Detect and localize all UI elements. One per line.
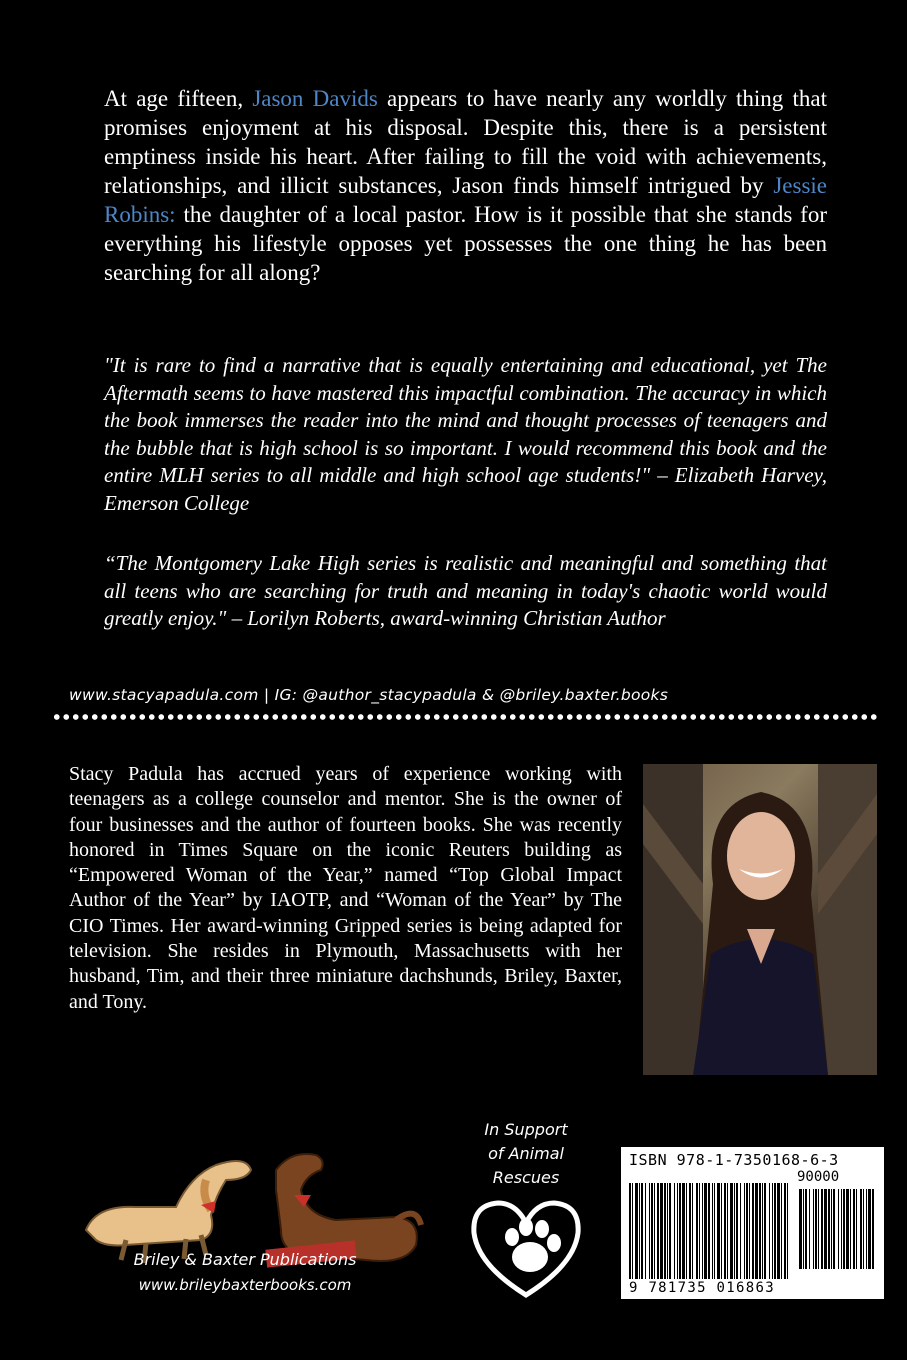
barcode-bar [629, 1183, 631, 1279]
barcode-bar [777, 1183, 780, 1279]
barcode-bar [667, 1183, 668, 1279]
barcode-bar [649, 1183, 650, 1279]
barcode-bar [784, 1183, 786, 1279]
blurb-text-2: appears to have nearly any worldly thing that promises enjoyment at his disposal. Despite this, there is a persistent emptiness inside his heart. After failing to fill the void with achievements, relationships, and illicit substances, Jason finds himself intrigued by [104, 86, 827, 198]
price-barcode-bar [815, 1189, 817, 1269]
barcode-bar [736, 1183, 738, 1279]
price-barcode-bar [831, 1189, 832, 1269]
price-barcode-bar [863, 1189, 864, 1269]
barcode-bar [752, 1183, 754, 1279]
publisher-name: Briley & Baxter Publications [133, 1250, 357, 1269]
support-line-1: In Support [484, 1120, 568, 1139]
price-barcode-bar [868, 1189, 871, 1269]
barcode-bar [744, 1183, 745, 1279]
barcode-bar [746, 1183, 748, 1279]
review-quote-roberts: “The Montgomery Lake High series is realistic and meaningful and something that all teens who are searching for truth and meaning in today's chaotic world would greatly enjoy." – Lorilyn Roberts, award-winning Christian Author [104, 551, 827, 630]
barcode-bar [708, 1183, 710, 1279]
author-links: www.stacyapadula.com | IG: @author_stacypadula & @briley.baxter.books [69, 686, 669, 704]
barcode-bar [769, 1183, 770, 1279]
barcode-bar [702, 1183, 703, 1279]
price-barcode-bar [841, 1189, 842, 1269]
barcode-bar [774, 1183, 776, 1279]
price-barcode-bar [833, 1189, 835, 1269]
price-barcode-bar [846, 1189, 849, 1269]
dachshund-light-icon [86, 1161, 251, 1263]
price-barcode-bar [856, 1189, 857, 1269]
barcode-bar [639, 1183, 640, 1279]
barcode-bar [651, 1183, 653, 1279]
blurb-text-3: the daughter of a local pastor. How is it possible that she stands for everything his lifestyle opposes yet possesses the one thing he has been searching for all along? [104, 202, 827, 285]
barcode-bar [772, 1183, 773, 1279]
barcode-bar [730, 1183, 733, 1279]
price-barcode-bar [809, 1189, 810, 1269]
book-blurb [104, 84, 827, 287]
barcode-bar [654, 1183, 655, 1279]
price-barcode-bar [818, 1189, 819, 1269]
barcode-bar [686, 1183, 687, 1279]
barcode-bar [721, 1183, 722, 1279]
barcode-bar [734, 1183, 735, 1279]
isbn-barcode [621, 1147, 884, 1299]
support-line-2: of Animal [488, 1144, 564, 1163]
barcode-bar [635, 1183, 638, 1279]
price-barcode-bar [828, 1189, 830, 1269]
barcode-bar [657, 1183, 659, 1279]
isbn-number: ISBN 978-1-7350168-6-3 [629, 1151, 839, 1169]
price-barcode-bar [853, 1189, 855, 1269]
barcode-bar [641, 1183, 643, 1279]
barcode-bar [714, 1183, 715, 1279]
barcode-bar [679, 1183, 681, 1279]
barcode-bar [749, 1183, 750, 1279]
character-name-jason: Jason Davids [252, 86, 378, 111]
barcode-bar [645, 1183, 646, 1279]
barcode-bar [677, 1183, 678, 1279]
barcode-bar [764, 1183, 766, 1279]
barcode-bar [717, 1183, 720, 1279]
price-barcode-bar [799, 1189, 802, 1269]
paw-heart-icon [468, 1195, 584, 1301]
barcode-bar [759, 1183, 761, 1279]
barcode-bar [762, 1183, 763, 1279]
author-photo [643, 764, 877, 1075]
barcode-bar [699, 1183, 700, 1279]
barcode-bar [660, 1183, 663, 1279]
barcode-bar [696, 1183, 698, 1279]
price-barcode-bar [843, 1189, 845, 1269]
price-barcode-bar [872, 1189, 874, 1269]
price-code: 90000 [797, 1169, 840, 1185]
barcode-bar [692, 1183, 693, 1279]
ean-number: 9 781735 016863 [629, 1280, 775, 1296]
barcode-bar [664, 1183, 666, 1279]
blurb-text-1: At age fifteen, [104, 86, 253, 111]
dotted-divider [52, 712, 878, 722]
publisher-url: www.brileybaxterbooks.com [138, 1276, 352, 1294]
barcode-bar [755, 1183, 758, 1279]
price-barcode-bar [813, 1189, 814, 1269]
price-barcode-bar [838, 1189, 839, 1269]
barcode-bar [682, 1183, 685, 1279]
barcode-bar [704, 1183, 707, 1279]
barcode-bar [724, 1183, 726, 1279]
barcode-bar [674, 1183, 675, 1279]
review-quote-harvey: "It is rare to find a narrative that is equally entertaining and educational, yet The Aftermath seems to have mastered this impactful combination. The accuracy in which the book immerses the reader into the mind and thought processes of teenagers and the bubble that is high school is so important. I would recommend this book and the entire MLH series to all middle and high school age students!" – Elizabeth Harvey, Emerson College [104, 353, 827, 515]
barcode-bar [669, 1183, 671, 1279]
price-barcode-bar [866, 1189, 867, 1269]
barcode-bar [740, 1183, 741, 1279]
barcode-bars [629, 1169, 877, 1281]
price-barcode-bar [805, 1189, 807, 1269]
barcode-bar [787, 1183, 788, 1279]
barcode-bar [727, 1183, 728, 1279]
animal-rescue-support [456, 1118, 596, 1190]
barcode-bar [712, 1183, 713, 1279]
barcode-bar [632, 1183, 633, 1279]
support-line-3: Rescues [492, 1168, 560, 1187]
barcode-bar [781, 1183, 782, 1279]
author-bio: Stacy Padula has accrued years of experience working with teenagers as a college counselor and mentor. She is the owner of four businesses and the author of fourteen books. She was recently honored in Times Square on the iconic Reuters building as “Empowered Woman of the Year,” named “Top Global Impact Author of the Year” by IAOTP, and “Woman of the Year” by The CIO Times. Her award-winning Gripped series is being adapted for television. She resides in Plymouth, Massachusetts with her husband, Tim, and their three miniature dachshunds, Briley, Baxter, and Tony. [69, 763, 622, 1013]
price-barcode-bar [850, 1189, 851, 1269]
barcode-bar [689, 1183, 691, 1279]
price-barcode-bar [803, 1189, 804, 1269]
price-barcode-bar [821, 1189, 823, 1269]
price-barcode-bar [860, 1189, 862, 1269]
character-name-jessie: Jessie Robins: [104, 173, 827, 227]
price-barcode-bar [824, 1189, 827, 1269]
